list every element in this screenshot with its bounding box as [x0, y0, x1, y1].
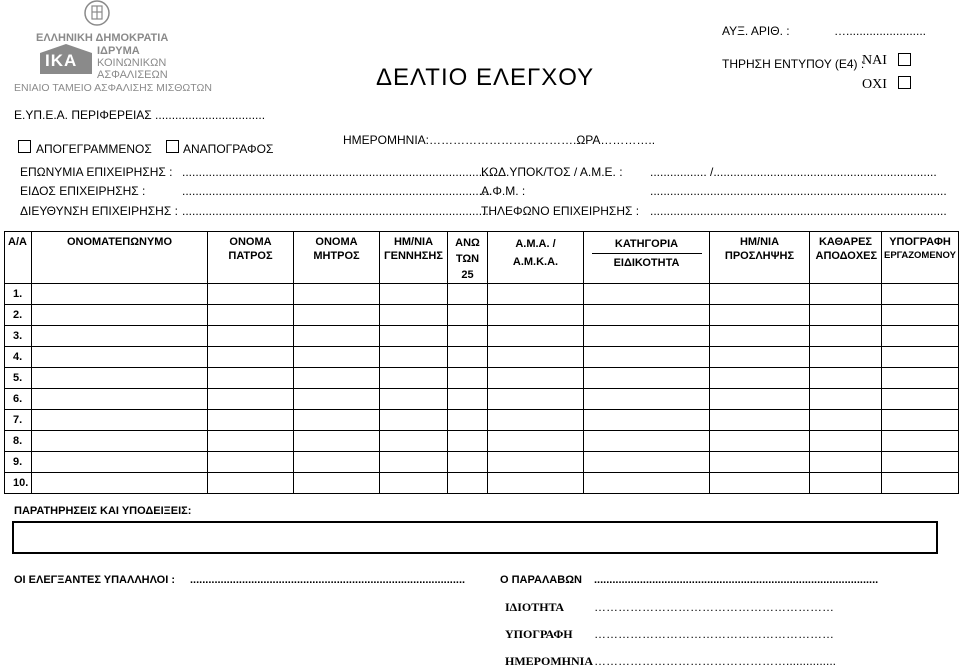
table-cell[interactable] [810, 389, 882, 410]
table-cell[interactable] [380, 326, 448, 347]
row-number: 7. [5, 410, 32, 431]
table-cell[interactable] [32, 389, 208, 410]
table-cell[interactable] [294, 284, 380, 305]
table-cell[interactable] [488, 389, 584, 410]
table-row [5, 452, 959, 473]
table-cell[interactable] [488, 473, 584, 494]
table-row [5, 389, 959, 410]
table-cell[interactable] [208, 473, 294, 494]
table-cell[interactable] [448, 473, 488, 494]
table-cell[interactable] [380, 410, 448, 431]
row-number: 2. [5, 305, 32, 326]
table-cell[interactable] [208, 410, 294, 431]
col-hire: ΗΜ/ΝΙΑ ΠΡΟΣΛΗΨΗΣ [710, 232, 810, 284]
unrecorded-checkbox[interactable] [166, 140, 179, 153]
table-cell[interactable] [488, 305, 584, 326]
table-cell[interactable] [208, 305, 294, 326]
table-cell[interactable] [294, 410, 380, 431]
table-cell[interactable] [882, 284, 959, 305]
afm-label: Α.Φ.Μ. : [481, 184, 526, 198]
table-cell[interactable] [882, 347, 959, 368]
category-label: ΚΑΤΗΓΟΡΙΑ [614, 238, 679, 250]
col-over25 [448, 232, 488, 284]
inspectors-field[interactable]: .......................................................................................... [190, 574, 466, 586]
table-cell[interactable] [810, 305, 882, 326]
table-cell[interactable] [584, 347, 710, 368]
col-category [584, 232, 710, 284]
table-row [5, 347, 959, 368]
table-cell[interactable] [882, 389, 959, 410]
table-cell[interactable] [710, 305, 810, 326]
table-cell[interactable] [710, 473, 810, 494]
row-number: 5. [5, 368, 32, 389]
col-birth: ΗΜ/ΝΙΑ ΓΕΝΝΗΣΗΣ [380, 232, 448, 284]
table-cell[interactable] [810, 410, 882, 431]
unregistered-checkbox[interactable] [18, 140, 31, 153]
table-cell[interactable] [294, 431, 380, 452]
phone-label: ΤΗΛΕΦΩΝΟ ΕΠΙΧΕΙΡΗΣΗΣ : [481, 204, 640, 218]
table-row [5, 368, 959, 389]
table-cell[interactable] [584, 326, 710, 347]
row-number: 3. [5, 326, 32, 347]
table-cell[interactable] [488, 284, 584, 305]
table-cell[interactable] [710, 410, 810, 431]
row-number: 4. [5, 347, 32, 368]
table-cell[interactable] [488, 347, 584, 368]
row-number: 1. [5, 284, 32, 305]
table-cell[interactable] [448, 368, 488, 389]
table-cell[interactable] [810, 452, 882, 473]
col-fullname: ΟΝΟΜΑΤΕΠΩΝΥΜΟ [32, 232, 208, 284]
col-salary: ΚΑΘΑΡΕΣ ΑΠΟΔΟΧΕΣ [810, 232, 882, 284]
table-cell[interactable] [294, 305, 380, 326]
ama-label: Α.Μ.Α. / [515, 238, 556, 250]
table-cell[interactable] [488, 452, 584, 473]
table-row [5, 431, 959, 452]
over25-b: ΤΩΝ [455, 253, 480, 265]
business-type-label: ΕΙΔΟΣ ΕΠΙΧΕΙΡΗΣΗΣ : [20, 184, 146, 198]
table-cell[interactable] [710, 389, 810, 410]
business-name-label: ΕΠΩΝΥΜΙΑ ΕΠΙΧΕΙΡΗΣΗΣ : [20, 165, 173, 179]
capacity-field[interactable]: …………………………………………………… [594, 600, 834, 614]
table-cell[interactable] [488, 368, 584, 389]
inspectors-label: ΟΙ ΕΛΕΓΞΑΝΤΕΣ ΥΠΑΛΛΗΛΟΙ : [14, 574, 175, 586]
signature-footer-label: ΥΠΟΓΡΑΦΗ [505, 627, 573, 641]
capacity-label: ΙΔΙΟΤΗΤΑ [505, 600, 565, 614]
region-field[interactable]: Ε.ΥΠ.Ε.Α. ΠΕΡΙΦΕΡΕΙΑΣ ................................. [14, 108, 266, 122]
table-cell[interactable] [208, 431, 294, 452]
serial-value[interactable]: …........................ [834, 24, 927, 38]
table-cell[interactable] [380, 452, 448, 473]
serial-label: ΑΥΞ. ΑΡΙΘ. : [722, 24, 790, 38]
table-cell[interactable] [32, 347, 208, 368]
branch-code-label: ΚΩΔ.ΥΠΟΚ/ΤΟΣ / Α.Μ.Ε. : [481, 165, 623, 179]
e4-no-checkbox[interactable] [898, 76, 911, 89]
col-father: ΟΝΟΜΑ ΠΑΤΡΟΣ [208, 232, 294, 284]
table-cell[interactable] [448, 410, 488, 431]
org-line-3: ΚΟΙΝΩΝΙΚΩΝ [97, 57, 167, 69]
table-row [5, 284, 959, 305]
col-signature [882, 232, 959, 284]
row-number: 6. [5, 389, 32, 410]
table-cell[interactable] [584, 389, 710, 410]
table-cell[interactable] [294, 368, 380, 389]
table-cell[interactable] [584, 473, 710, 494]
table-cell[interactable] [32, 305, 208, 326]
table-cell[interactable] [710, 452, 810, 473]
greek-emblem-icon [84, 0, 110, 26]
table-cell[interactable] [882, 473, 959, 494]
signature-label: ΥΠΟΓΡΑΦΗ [889, 236, 951, 248]
table-cell[interactable] [380, 284, 448, 305]
table-cell[interactable] [380, 305, 448, 326]
branch-code-field[interactable]: ................. /................................................................... [650, 165, 937, 179]
table-cell[interactable] [208, 347, 294, 368]
table-cell[interactable] [488, 431, 584, 452]
table-cell[interactable] [32, 473, 208, 494]
row-number: 8. [5, 431, 32, 452]
table-cell[interactable] [882, 431, 959, 452]
table-cell[interactable] [882, 452, 959, 473]
table-cell[interactable] [32, 368, 208, 389]
table-cell[interactable] [208, 326, 294, 347]
specialty-label: ΕΙΔΙΚΟΤΗΤΑ [613, 257, 680, 269]
signature-footer-field[interactable]: …………………………………………………… [594, 627, 834, 641]
date-footer-field[interactable]: …………………………………………............... [594, 654, 837, 668]
table-cell[interactable] [584, 431, 710, 452]
table-row [5, 305, 959, 326]
unrecorded-label: ΑΝΑΠΟΓΡΑΦΟΣ [183, 142, 274, 156]
table-row [5, 326, 959, 347]
receiver-label: Ο ΠΑΡΑΛΑΒΩΝ [500, 574, 582, 586]
table-cell[interactable] [32, 410, 208, 431]
table-cell[interactable] [448, 452, 488, 473]
col-aa: Α/Α [5, 232, 32, 284]
date-time-field[interactable]: ΗΜΕΡΟΜΗΝΙΑ:……………………………….ΩΡΑ………….. [343, 133, 656, 147]
table-cell[interactable] [488, 410, 584, 431]
table-cell[interactable] [208, 368, 294, 389]
remarks-label: ΠΑΡΑΤΗΡΗΣΕΙΣ ΚΑΙ ΥΠΟΔΕΙΞΕΙΣ: [14, 505, 192, 517]
afm-field[interactable]: ......................................................................................... [650, 184, 947, 198]
ika-logo-text: ΙΚΑ [45, 51, 78, 70]
table-cell[interactable] [882, 305, 959, 326]
table-cell[interactable] [448, 284, 488, 305]
e4-label: ΤΗΡΗΣΗ ΕΝΤΥΠΟΥ (Ε4) : [722, 57, 865, 71]
table-cell[interactable] [448, 389, 488, 410]
signature-sub-label: ΕΡΓΑΖΟΜΕΝΟΥ [884, 250, 956, 261]
business-address-label: ΔΙΕΥΘΥΝΣΗ ΕΠΙΧΕΙΡΗΣΗΣ : [20, 204, 178, 218]
phone-field[interactable]: ......................................................................................... [650, 204, 947, 218]
table-cell[interactable] [448, 347, 488, 368]
table-cell[interactable] [810, 326, 882, 347]
table-cell[interactable] [32, 452, 208, 473]
table-cell[interactable] [810, 431, 882, 452]
table-header-row [5, 232, 959, 284]
table-cell[interactable] [710, 431, 810, 452]
table-row [5, 473, 959, 494]
table-cell[interactable] [882, 410, 959, 431]
table-cell[interactable] [380, 368, 448, 389]
table-row [5, 410, 959, 431]
amka-label: Α.Μ.Κ.Α. [512, 256, 559, 268]
table-cell[interactable] [584, 368, 710, 389]
business-address-field[interactable]: ............................................................................................. [182, 204, 493, 218]
remarks-box[interactable] [12, 521, 938, 554]
table-cell[interactable] [710, 326, 810, 347]
table-cell[interactable] [32, 431, 208, 452]
table-cell[interactable] [584, 305, 710, 326]
table-cell[interactable] [882, 368, 959, 389]
unregistered-label: ΑΠΟΓΕΓΡΑΜΜΕΝΟΣ [36, 142, 152, 156]
table-cell[interactable] [380, 389, 448, 410]
table-cell[interactable] [584, 284, 710, 305]
employees-table [4, 231, 959, 494]
row-number: 9. [5, 452, 32, 473]
date-footer-label: ΗΜΕΡΟΜΗΝΙΑ [505, 654, 593, 668]
table-cell[interactable] [710, 368, 810, 389]
table-cell[interactable] [380, 431, 448, 452]
table-cell[interactable] [208, 284, 294, 305]
org-line-2: ΙΔΡΥΜΑ [97, 45, 140, 57]
org-line-4: ΑΣΦΑΛΙΣΕΩΝ [97, 69, 168, 81]
business-type-field[interactable]: ............................................................................................. [182, 184, 493, 198]
over25-a: ΑΝΩ [455, 237, 480, 249]
table-cell[interactable] [294, 347, 380, 368]
table-cell[interactable] [32, 326, 208, 347]
table-cell[interactable] [810, 284, 882, 305]
table-cell[interactable] [810, 368, 882, 389]
table-cell[interactable] [380, 473, 448, 494]
table-cell[interactable] [294, 473, 380, 494]
e4-yes-label: ΝΑΙ [862, 53, 887, 68]
col-ama [488, 232, 584, 284]
table-cell[interactable] [710, 284, 810, 305]
e4-yes-checkbox[interactable] [898, 53, 911, 66]
table-cell[interactable] [380, 347, 448, 368]
table-cell[interactable] [882, 326, 959, 347]
org-line-5: ΕΝΙΑΙΟ ΤΑΜΕΙΟ ΑΣΦΑΛΙΣΗΣ ΜΙΣΘΩΤΩΝ [14, 82, 212, 94]
table-cell[interactable] [710, 347, 810, 368]
table-cell[interactable] [294, 389, 380, 410]
org-line-1: ΕΛΛΗΝΙΚΗ ΔΗΜΟΚΡΑΤΙΑ [36, 32, 169, 44]
table-cell[interactable] [448, 305, 488, 326]
table-cell[interactable] [810, 473, 882, 494]
table-cell[interactable] [208, 389, 294, 410]
e4-no-label: ΟΧΙ [862, 77, 887, 92]
receiver-field[interactable]: ............................................................................................. [594, 574, 879, 586]
table-cell[interactable] [584, 452, 710, 473]
table-cell[interactable] [584, 410, 710, 431]
table-cell[interactable] [810, 347, 882, 368]
table-cell[interactable] [208, 452, 294, 473]
over25-c: 25 [461, 269, 474, 281]
table-cell[interactable] [448, 326, 488, 347]
table-cell[interactable] [488, 326, 584, 347]
col-mother: ΟΝΟΜΑ ΜΗΤΡΟΣ [294, 232, 380, 284]
table-cell[interactable] [448, 431, 488, 452]
table-cell[interactable] [294, 452, 380, 473]
table-cell[interactable] [294, 326, 380, 347]
table-cell[interactable] [32, 284, 208, 305]
page-title: ΔΕΛΤΙΟ ΕΛΕΓΧΟΥ [376, 64, 595, 91]
row-number: 10. [5, 473, 32, 494]
business-name-field[interactable]: ............................................................................................. [182, 165, 493, 179]
